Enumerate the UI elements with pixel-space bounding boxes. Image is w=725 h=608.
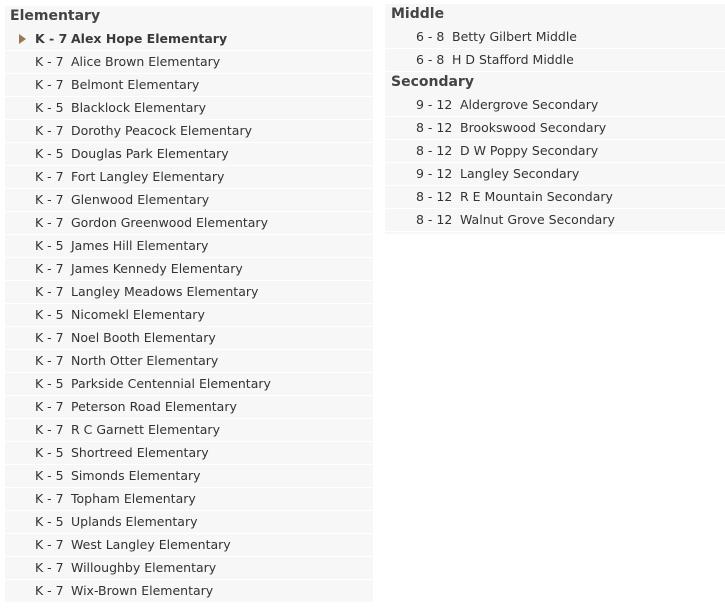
school-list-item[interactable]	[5, 396, 373, 419]
school-name-link[interactable]: West Langley Elementary	[71, 537, 231, 552]
middle-heading: Middle	[391, 6, 445, 22]
elementary-heading: Elementary	[10, 8, 101, 24]
school-name-link[interactable]: Betty Gilbert Middle	[452, 29, 577, 44]
school-list-item[interactable]	[5, 557, 373, 580]
school-name-link[interactable]: Topham Elementary	[71, 491, 196, 506]
grade-range: K - 7	[35, 330, 64, 345]
school-name-link[interactable]: Aldergrove Secondary	[460, 97, 599, 112]
school-name-link[interactable]: Gordon Greenwood Elementary	[71, 215, 268, 230]
school-list-item[interactable]	[5, 419, 373, 442]
school-list-item[interactable]	[385, 209, 725, 232]
school-name-link[interactable]: Nicomekl Elementary	[71, 307, 205, 322]
school-name-link[interactable]: Willoughby Elementary	[71, 560, 217, 575]
school-list-item[interactable]	[5, 74, 373, 97]
grade-range: K - 7	[35, 77, 64, 92]
grade-range: K - 7	[35, 399, 64, 414]
secondary-list	[385, 94, 725, 232]
school-list-item[interactable]	[5, 235, 373, 258]
grade-range: K - 7	[35, 192, 64, 207]
school-list-item[interactable]	[5, 327, 373, 350]
school-name-link[interactable]: Blacklock Elementary	[71, 100, 206, 115]
school-list-item[interactable]	[5, 189, 373, 212]
school-name-link[interactable]: Uplands Elementary	[71, 514, 198, 529]
school-list-item[interactable]	[5, 120, 373, 143]
school-name-link[interactable]: Parkside Centennial Elementary	[71, 376, 271, 391]
grade-range: K - 7	[35, 261, 64, 276]
school-list-item[interactable]	[5, 488, 373, 511]
school-list-item[interactable]	[5, 143, 373, 166]
school-name-link[interactable]: Douglas Park Elementary	[71, 146, 229, 161]
school-name-link[interactable]: North Otter Elementary	[71, 353, 219, 368]
grade-range: 8 - 12	[416, 189, 453, 204]
grade-range: K - 5	[35, 445, 64, 460]
elementary-panel	[5, 6, 373, 602]
grade-range: 9 - 12	[416, 166, 453, 181]
school-list-item[interactable]	[5, 350, 373, 373]
school-name-link[interactable]: Fort Langley Elementary	[71, 169, 225, 184]
school-name-link[interactable]: Alice Brown Elementary	[71, 54, 221, 69]
school-list-item[interactable]	[5, 465, 373, 488]
grade-range: K - 7	[35, 491, 64, 506]
grade-range: K - 7	[35, 123, 64, 138]
grade-range: K - 7	[35, 537, 64, 552]
middle-secondary-panel	[385, 4, 725, 234]
school-list-item[interactable]	[5, 281, 373, 304]
school-name-link[interactable]: James Hill Elementary	[71, 238, 209, 253]
school-name-link[interactable]: Shortreed Elementary	[71, 445, 209, 460]
school-list-item[interactable]	[5, 258, 373, 281]
school-list-item[interactable]	[5, 166, 373, 189]
school-name-link[interactable]: R E Mountain Secondary	[460, 189, 613, 204]
grade-range: K - 7	[35, 560, 64, 575]
school-list-item[interactable]	[5, 304, 373, 327]
school-list-item[interactable]	[385, 117, 725, 140]
grade-range: 8 - 12	[416, 212, 453, 227]
school-list-item[interactable]	[5, 511, 373, 534]
school-name-link[interactable]: Walnut Grove Secondary	[460, 212, 615, 227]
school-name-link[interactable]: James Kennedy Elementary	[71, 261, 243, 276]
school-list-item[interactable]	[5, 28, 373, 51]
school-list-item[interactable]	[5, 97, 373, 120]
school-name-link[interactable]: Langley Meadows Elementary	[71, 284, 259, 299]
grade-range: K - 5	[35, 376, 64, 391]
grade-range: K - 5	[35, 468, 64, 483]
school-list-item[interactable]	[385, 94, 725, 117]
grade-range: K - 7	[35, 169, 64, 184]
school-name-link[interactable]: Alex Hope Elementary	[71, 31, 228, 46]
school-name-link[interactable]: Noel Booth Elementary	[71, 330, 216, 345]
elementary-list	[5, 28, 373, 603]
school-name-link[interactable]: R C Garnett Elementary	[71, 422, 220, 437]
grade-range: K - 5	[35, 238, 64, 253]
school-name-link[interactable]: Langley Secondary	[460, 166, 580, 181]
school-list-item[interactable]	[5, 442, 373, 465]
school-list-item[interactable]	[5, 534, 373, 557]
school-name-link[interactable]: Dorothy Peacock Elementary	[71, 123, 252, 138]
grade-range: 6 - 8	[416, 52, 445, 67]
grade-range: K - 7	[35, 422, 64, 437]
school-list-item[interactable]	[385, 26, 725, 49]
school-list-item[interactable]	[385, 140, 725, 163]
middle-list	[385, 26, 725, 72]
grade-range: K - 5	[35, 100, 64, 115]
school-name-link[interactable]: Belmont Elementary	[71, 77, 200, 92]
school-name-link[interactable]: D W Poppy Secondary	[460, 143, 599, 158]
school-name-link[interactable]: Simonds Elementary	[71, 468, 201, 483]
grade-range: 9 - 12	[416, 97, 453, 112]
school-list-item[interactable]	[385, 49, 725, 72]
school-list-item[interactable]	[385, 186, 725, 209]
grade-range: 6 - 8	[416, 29, 445, 44]
grade-range: K - 7	[35, 583, 64, 598]
school-name-link[interactable]: Wix-Brown Elementary	[71, 583, 214, 598]
school-list-item[interactable]	[5, 373, 373, 396]
school-name-link[interactable]: Peterson Road Elementary	[71, 399, 237, 414]
school-list-item[interactable]	[385, 163, 725, 186]
grade-range: K - 5	[35, 307, 64, 322]
grade-range: K - 7	[35, 54, 64, 69]
triangle-right-icon	[19, 34, 26, 44]
grade-range: 8 - 12	[416, 120, 453, 135]
grade-range: K - 7	[35, 353, 64, 368]
school-name-link[interactable]: Brookswood Secondary	[460, 120, 607, 135]
school-name-link[interactable]: H D Stafford Middle	[452, 52, 574, 67]
secondary-heading: Secondary	[391, 74, 474, 90]
grade-range: K - 5	[35, 146, 64, 161]
grade-range: K - 7	[35, 31, 68, 46]
grade-range: 8 - 12	[416, 143, 453, 158]
school-name-link[interactable]: Glenwood Elementary	[71, 192, 210, 207]
school-list-item[interactable]	[5, 580, 373, 603]
school-list-item[interactable]	[5, 212, 373, 235]
grade-range: K - 7	[35, 215, 64, 230]
school-list-item[interactable]	[5, 51, 373, 74]
grade-range: K - 7	[35, 284, 64, 299]
grade-range: K - 5	[35, 514, 64, 529]
